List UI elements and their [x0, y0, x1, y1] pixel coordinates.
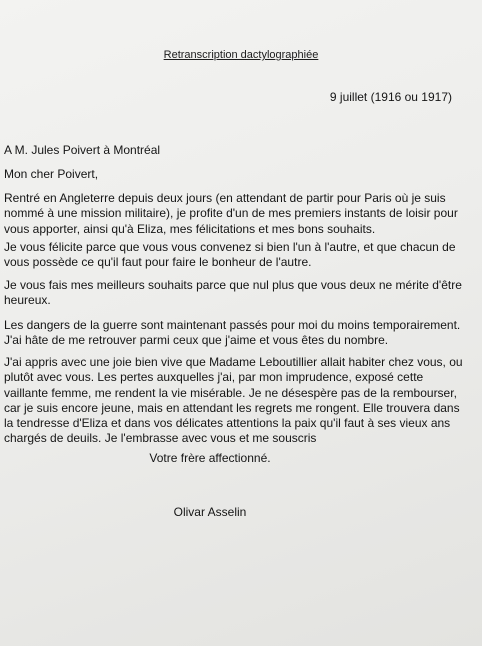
paragraph-5: J'ai appris avec une joie bien vive que Madame Leboutillier allait habiter chez vous, ou plutôt avec vous. Les pertes auxquelles j'ai, par mon imprudence, exposé cette vaillante femme, me rendent la vie misérable. Je ne désespère pas de la rembourser, car je suis encore jeune, mais en attendant les regrets me rongent. Elle trouvera dans la tendresse d'Eliza et dans vos délicates attentions la paix qu'il faut à ses vieux ans chargés de deuils. Je l'embrasse avec vous et me souscris — [4, 355, 463, 446]
document-title — [0, 49, 482, 61]
paragraph-1: Rentré en Angleterre depuis deux jours (en attendant de partir pour Paris où je suis nommé à une mission militaire), je profite d'un de mes premiers instants de loisir pour vous apporter, ainsi qu'à Eliza, mes félicitations et mes bons souhaits. — [4, 191, 458, 236]
salutation: Mon cher Poivert, — [4, 167, 99, 181]
paragraph-2: Je vous félicite parce que vous vous convenez si bien l'un à l'autre, et que chacun de vous possède ce qu'il faut pour faire le bonheur de l'autre. — [4, 240, 456, 270]
recipient-line: A M. Jules Poivert à Montréal — [4, 143, 161, 157]
paragraph-4: Les dangers de la guerre sont maintenant passés pour moi du moins temporairement. J'ai hâte de me retrouver parmi ceux que j'aime et vous êtes du nombre. — [4, 318, 461, 348]
paragraph-3: Je vous fais mes meilleurs souhaits parce que nul plus que vous deux ne mérite d'être heureux. — [4, 278, 462, 308]
letter-date: 9 juillet (1916 ou 1917) — [329, 90, 452, 104]
signature: Olivar Asselin — [173, 505, 247, 519]
closing: Votre frère affectionné. — [149, 451, 271, 465]
document-title-text: Retranscription dactylographiée — [163, 49, 319, 61]
